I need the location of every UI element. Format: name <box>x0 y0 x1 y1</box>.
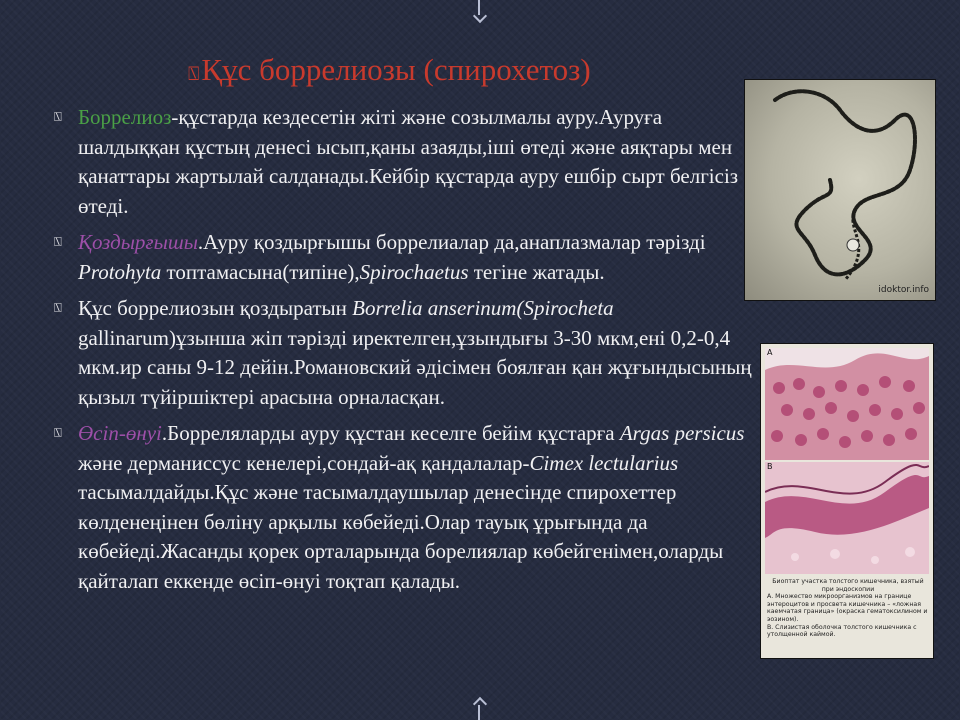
bullet-text: .Ауру қоздырғышы боррелиалар да,анаплазмалар тәрізді <box>197 230 706 254</box>
bullet-text: Құс боррелиозын қоздыратын <box>78 296 353 320</box>
figure-caption <box>767 578 929 639</box>
latin-name: Spirochaetus <box>359 259 469 284</box>
check-square-icon: ⍂ <box>54 110 62 125</box>
bullet-text: тасымалдайды.Құс және тасымалдаушылар денесінде спирохеттер көлденеңінен бөліну арқылы көбейеді.Олар тауық ұрығында да көбейеді.Жасанды қорек орталарында борелиялар көбейгенімен,оларды қайталап еккенде өсіп-өнуі тоқтап қалады. <box>78 480 724 593</box>
latin-name: Cimex lectularius <box>529 450 679 475</box>
latin-name: Argas persicus <box>619 421 745 445</box>
caption-panel-b: В. Слизистая оболочка толстого кишечника с утолщенной каймой. <box>767 623 917 639</box>
bullet-list <box>54 103 754 603</box>
caption-panel-a: А. Множество микроорганизмов на границе энтероцитов и просвета кишечника – «ложная каемчатая граница» (окраска гематоксилином и эозином). <box>767 593 928 623</box>
panel-a-label: А <box>767 348 773 357</box>
tissue-pattern <box>765 462 929 574</box>
term-borreliosis: Боррелиоз <box>78 105 172 129</box>
spirochete-drawing <box>745 80 935 300</box>
slide-title <box>188 52 591 88</box>
bullet-item-morphology <box>54 294 754 412</box>
bullet-text: тегіне жатады. <box>468 259 605 284</box>
bullet-text: gallinarum)ұзынша жіп тәрізді иректелген,ұзындығы 3-30 мкм,ені 0,2-0,4 мкм.ир саны 9-12 дейін.Романовский әдісімен боялған қан жұғындысының қызыл түйіршіктері арасына орналасқан. <box>78 325 752 409</box>
bottom-bracket-ornament <box>478 705 480 720</box>
slide-title-text: Құс боррелиозы (спирохетоз) <box>201 52 591 87</box>
histology-panel-b <box>765 462 929 574</box>
histology-figure <box>761 344 933 658</box>
bullet-text: және дерманиссус кенелері,сондай-ақ қандалалар- <box>78 450 530 475</box>
tissue-pattern <box>765 348 929 460</box>
bullet-text: -құстарда кездесетін жіті және созылмалы ауру.Ауруға шалдыққан құстың денесі ысып,қаны азаяды,іші өтеді және аяқтары мен қанаттары жартылай салданады.Кейбір құстарда ауру ешбір сырт белгісіз өтеді. <box>78 105 739 218</box>
term-pathogen: Қоздырғышы <box>78 230 198 254</box>
caption-title: Биоптат участка толстого кишечника, взятый при эндоскопии <box>772 578 924 593</box>
bullet-item-pathogen <box>54 228 754 287</box>
check-square-icon: ⍂ <box>54 301 62 316</box>
panel-b-label: В <box>767 462 773 471</box>
term-reproduction: Өсіп-өнуі <box>78 421 162 445</box>
bullet-item-borreliosis <box>54 103 754 221</box>
check-square-icon: ⍂ <box>188 63 200 85</box>
check-square-icon: ⍂ <box>54 426 62 441</box>
top-bracket-ornament <box>478 0 480 15</box>
latin-name: Borrelia anserinum(Spirocheta <box>352 296 614 320</box>
spirochete-micrograph <box>745 80 935 300</box>
bullet-text: .Борреляларды ауру құстан кеселге бейім құстарға <box>161 421 620 445</box>
bullet-item-reproduction <box>54 419 754 596</box>
check-square-icon: ⍂ <box>54 235 62 250</box>
image-watermark: idoktor.info <box>878 285 929 295</box>
bullet-text: топтамасына(типіне), <box>161 259 360 284</box>
latin-name: Protohyta <box>78 259 162 284</box>
histology-panel-a <box>765 348 929 460</box>
